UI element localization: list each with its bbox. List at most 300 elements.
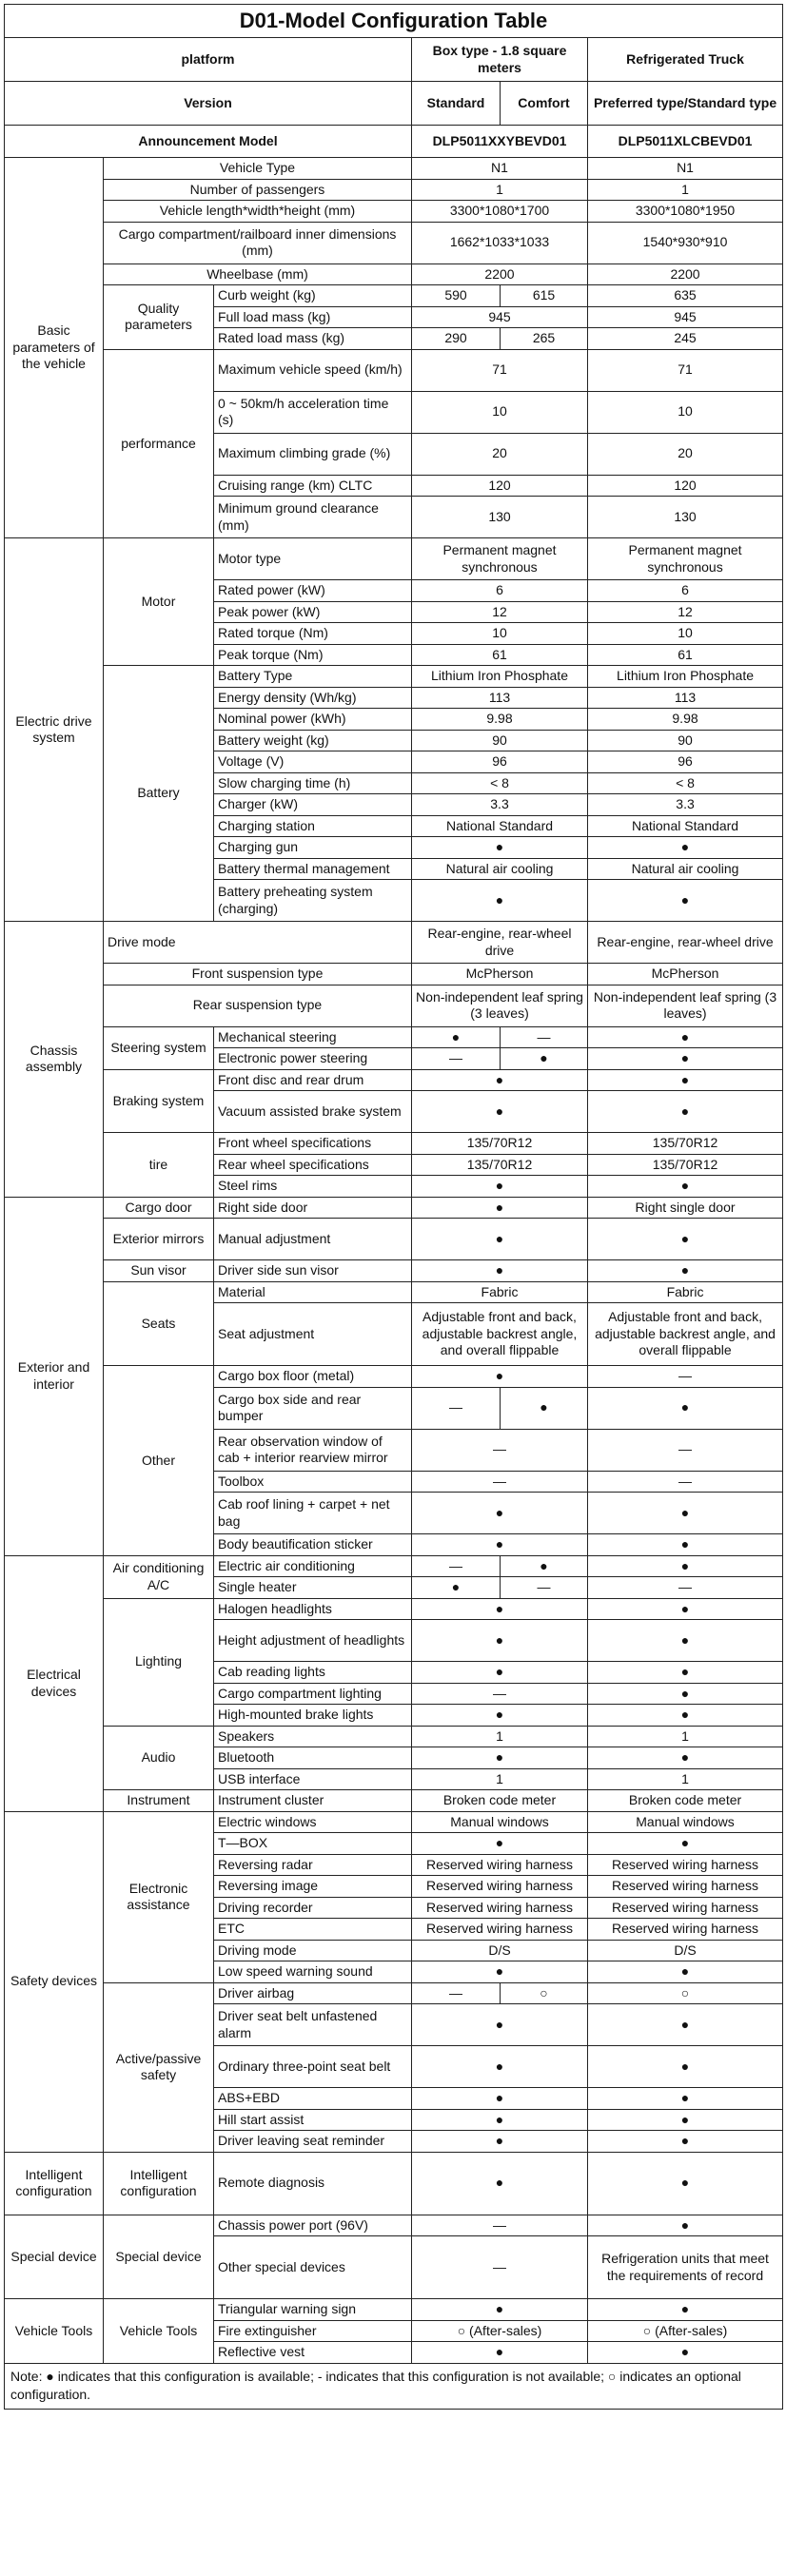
item-label: Reversing image [214, 1876, 412, 1898]
group-label: Motor [104, 538, 214, 666]
table-title: D01-Model Configuration Table [5, 5, 783, 38]
refrigerated-value: ● [588, 2046, 783, 2088]
item-label: Rated power (kW) [214, 580, 412, 602]
box-value: ● [412, 2109, 588, 2131]
table-row [5, 1069, 783, 1091]
box-value: Non-independent leaf spring (3 leaves) [412, 985, 588, 1026]
item-label: Rear observation window of cab + interior rearview mirror [214, 1429, 412, 1471]
box-value: ● [412, 1534, 588, 1556]
item-label: Cargo compartment/railboard inner dimensions (mm) [104, 222, 412, 263]
table-row [5, 1366, 783, 1388]
table-row [5, 263, 783, 285]
group-label: Seats [104, 1281, 214, 1366]
item-label: T—BOX [214, 1833, 412, 1855]
item-label: Maximum climbing grade (%) [214, 433, 412, 475]
refrigerated-value: 135/70R12 [588, 1154, 783, 1176]
item-label: Front wheel specifications [214, 1133, 412, 1155]
table-row [5, 1811, 783, 1833]
standard-label: Standard [412, 82, 501, 126]
item-label: Rear suspension type [104, 985, 412, 1026]
item-label: Charging station [214, 815, 412, 837]
box-value: Reserved wiring harness [412, 1854, 588, 1876]
refrigerated-value: 20 [588, 433, 783, 475]
table-row [5, 538, 783, 580]
table-row [5, 666, 783, 688]
item-label: Battery Type [214, 666, 412, 688]
box-value: Reserved wiring harness [412, 1876, 588, 1898]
box-value: Rear-engine, rear-wheel drive [412, 922, 588, 964]
refrigerated-value: ● [588, 1026, 783, 1048]
refrigerated-value: Broken code meter [588, 1790, 783, 1812]
item-label: Single heater [214, 1577, 412, 1599]
table-row [5, 1726, 783, 1747]
config-table-body [5, 5, 783, 158]
box-value: Lithium Iron Phosphate [412, 666, 588, 688]
standard-value: — [412, 1387, 501, 1429]
box-value: 20 [412, 433, 588, 475]
note-row [5, 2363, 783, 2409]
box-value: 1 [412, 1726, 588, 1747]
refrigerated-value: ● [588, 1833, 783, 1855]
standard-value: — [412, 1982, 501, 2004]
group-label: Steering system [104, 1026, 214, 1069]
box-value: ● [412, 880, 588, 922]
box-value: 945 [412, 306, 588, 328]
group-label: Active/passive safety [104, 1982, 214, 2152]
item-label: ABS+EBD [214, 2088, 412, 2110]
item-label: Speakers [214, 1726, 412, 1747]
box-value: McPherson [412, 964, 588, 986]
refrigerated-value: 9.98 [588, 709, 783, 731]
refrigerated-value: Natural air cooling [588, 858, 783, 880]
box-type-label: Box type - 1.8 square meters [412, 38, 588, 82]
refrigerated-value: Lithium Iron Phosphate [588, 666, 783, 688]
item-label: Manual adjustment [214, 1219, 412, 1260]
item-label: Electric air conditioning [214, 1555, 412, 1577]
item-label: Height adjustment of headlights [214, 1620, 412, 1662]
item-label: Driver leaving seat reminder [214, 2131, 412, 2153]
box-value: Broken code meter [412, 1790, 588, 1812]
refrigerated-value: ● [588, 1534, 783, 1556]
item-label: Driver side sun visor [214, 1260, 412, 1282]
refrigerated-value: Manual windows [588, 1811, 783, 1833]
table-row [5, 964, 783, 986]
table-row [5, 1281, 783, 1303]
item-label: USB interface [214, 1768, 412, 1790]
box-value: ● [412, 1705, 588, 1727]
box-value: ● [412, 2131, 588, 2153]
table-row [5, 349, 783, 391]
standard-value: 290 [412, 328, 501, 350]
table-row [5, 2299, 783, 2321]
refrigerated-value: 2200 [588, 263, 783, 285]
refrigerated-value: ● [588, 1705, 783, 1727]
group-label: Quality parameters [104, 285, 214, 350]
group-label: Sun visor [104, 1260, 214, 1282]
group-label: Exterior mirrors [104, 1219, 214, 1260]
box-value: 1662*1033*1033 [412, 222, 588, 263]
box-value: 135/70R12 [412, 1133, 588, 1155]
refrigerated-value: 1 [588, 1726, 783, 1747]
item-label: Battery preheating system (charging) [214, 880, 412, 922]
box-value: ● [412, 1069, 588, 1091]
refrigerated-value: 10 [588, 623, 783, 645]
refrigerated-value: ● [588, 837, 783, 859]
box-value: ● [412, 1662, 588, 1684]
group-label: Braking system [104, 1069, 214, 1133]
item-label: Charger (kW) [214, 794, 412, 816]
item-label: 0 ~ 50km/h acceleration time (s) [214, 391, 412, 433]
item-label: Maximum vehicle speed (km/h) [214, 349, 412, 391]
box-value: ● [412, 1598, 588, 1620]
item-label: Wheelbase (mm) [104, 263, 412, 285]
item-label: Driving recorder [214, 1897, 412, 1919]
item-label: Electronic power steering [214, 1048, 412, 1070]
section-label: Safety devices [5, 1811, 104, 2152]
refrigerated-value: 113 [588, 687, 783, 709]
refrigerated-value: 90 [588, 730, 783, 751]
platform-row [5, 38, 783, 82]
table-row [5, 222, 783, 263]
box-value: ● [412, 2299, 588, 2321]
item-label: Cruising range (km) CLTC [214, 475, 412, 497]
group-label: Lighting [104, 1598, 214, 1726]
refrigerated-value: Reserved wiring harness [588, 1854, 783, 1876]
item-label: Toolbox [214, 1471, 412, 1493]
item-label: Energy density (Wh/kg) [214, 687, 412, 709]
announcement-row [5, 126, 783, 158]
item-label: Motor type [214, 538, 412, 580]
model-refrigerated: DLP5011XLCBEVD01 [588, 126, 783, 158]
item-label: Charging gun [214, 837, 412, 859]
refrigerated-value: 3.3 [588, 794, 783, 816]
refrigerated-value: ● [588, 1219, 783, 1260]
item-label: Driver airbag [214, 1982, 412, 2004]
box-value: Reserved wiring harness [412, 1919, 588, 1941]
box-value: 9.98 [412, 709, 588, 731]
refrigerated-value: ● [588, 1176, 783, 1198]
refrigerated-value: ● [588, 2004, 783, 2046]
box-value: Manual windows [412, 1811, 588, 1833]
section-label: Chassis assembly [5, 922, 104, 1198]
refrigerated-value: ● [588, 1961, 783, 1983]
item-label: Right side door [214, 1197, 412, 1219]
box-value: ● [412, 1260, 588, 1282]
item-label: Battery thermal management [214, 858, 412, 880]
refrigerated-label: Refrigerated Truck [588, 38, 783, 82]
table-row [5, 985, 783, 1026]
box-value: Permanent magnet synchronous [412, 538, 588, 580]
table-row [5, 1197, 783, 1219]
box-value: 3300*1080*1700 [412, 201, 588, 223]
refrigerated-value: 10 [588, 391, 783, 433]
box-value: 90 [412, 730, 588, 751]
box-value: 113 [412, 687, 588, 709]
group-label: Vehicle Tools [104, 2299, 214, 2364]
group-label: Other [104, 1366, 214, 1556]
group-label: Air conditioning A/C [104, 1555, 214, 1598]
item-label: Halogen headlights [214, 1598, 412, 1620]
item-label: Driver seat belt unfastened alarm [214, 2004, 412, 2046]
title-row [5, 5, 783, 38]
box-value: ● [412, 837, 588, 859]
item-label: Rated torque (Nm) [214, 623, 412, 645]
table-row [5, 179, 783, 201]
refrigerated-value: ● [588, 2109, 783, 2131]
item-label: Reflective vest [214, 2342, 412, 2364]
box-value: ● [412, 1366, 588, 1388]
table-row [5, 2152, 783, 2215]
note-section [5, 2363, 783, 2409]
box-value: ● [412, 1197, 588, 1219]
refrigerated-value: ● [588, 1662, 783, 1684]
section-label: Exterior and interior [5, 1197, 104, 1555]
comfort-label: Comfort [501, 82, 588, 126]
box-value: ○ (After-sales) [412, 2320, 588, 2342]
item-label: Cab roof lining + carpet + net bag [214, 1493, 412, 1534]
box-value: Natural air cooling [412, 858, 588, 880]
item-label: Driving mode [214, 1940, 412, 1961]
item-label: Front suspension type [104, 964, 412, 986]
box-value: 135/70R12 [412, 1154, 588, 1176]
comfort-value: 615 [501, 285, 588, 307]
item-label: Other special devices [214, 2236, 412, 2299]
refrigerated-value: ● [588, 2088, 783, 2110]
refrigerated-value: 1 [588, 1768, 783, 1790]
group-label: Special device [104, 2215, 214, 2299]
box-value: — [412, 2236, 588, 2299]
config-table [4, 4, 783, 2410]
table-row [5, 1219, 783, 1260]
section-label: Vehicle Tools [5, 2299, 104, 2364]
item-label: Cargo box side and rear bumper [214, 1387, 412, 1429]
comfort-value: ○ [501, 1982, 588, 2004]
box-value: National Standard [412, 815, 588, 837]
refrigerated-value: — [588, 1366, 783, 1388]
refrigerated-value: ● [588, 2299, 783, 2321]
config-rows [5, 158, 783, 2364]
note-text: Note: ● indicates that this configuration is available; - indicates that this configuration is not available; ○ indicates an optional configuration. [5, 2363, 783, 2409]
refrigerated-value: ● [588, 2342, 783, 2364]
box-value: ● [412, 2152, 588, 2215]
refrigerated-value: N1 [588, 158, 783, 180]
refrigerated-value: ● [588, 1598, 783, 1620]
item-label: Hill start assist [214, 2109, 412, 2131]
box-value: 120 [412, 475, 588, 497]
item-label: Voltage (V) [214, 751, 412, 773]
refrigerated-value: 245 [588, 328, 783, 350]
refrigerated-value: ● [588, 1387, 783, 1429]
standard-value: — [412, 1048, 501, 1070]
item-label: Steel rims [214, 1176, 412, 1198]
refrigerated-value: — [588, 1577, 783, 1599]
box-value: 12 [412, 601, 588, 623]
box-value: 130 [412, 497, 588, 538]
item-label: Mechanical steering [214, 1026, 412, 1048]
item-label: Peak power (kW) [214, 601, 412, 623]
item-label: Ordinary three-point seat belt [214, 2046, 412, 2088]
comfort-value: ● [501, 1555, 588, 1577]
table-row [5, 1555, 783, 1577]
preferred-label: Preferred type/Standard type [588, 82, 783, 126]
table-row [5, 1026, 783, 1048]
box-value: 96 [412, 751, 588, 773]
item-label: Cargo box floor (metal) [214, 1366, 412, 1388]
item-label: Rated load mass (kg) [214, 328, 412, 350]
box-value: — [412, 1683, 588, 1705]
refrigerated-value: ● [588, 2215, 783, 2236]
box-value: ● [412, 2342, 588, 2364]
refrigerated-value: 945 [588, 306, 783, 328]
section-label: Electrical devices [5, 1555, 104, 1811]
platform-label: platform [5, 38, 412, 82]
announcement-label: Announcement Model [5, 126, 412, 158]
box-value: ● [412, 1091, 588, 1133]
box-value: 10 [412, 391, 588, 433]
item-label: Front disc and rear drum [214, 1069, 412, 1091]
refrigerated-value: 61 [588, 644, 783, 666]
item-label: ETC [214, 1919, 412, 1941]
item-label: Bluetooth [214, 1747, 412, 1769]
comfort-value: 265 [501, 328, 588, 350]
refrigerated-value: Adjustable front and back, adjustable backrest angle, and overall flippable [588, 1303, 783, 1366]
refrigerated-value: ● [588, 2131, 783, 2153]
item-label: Drive mode [104, 922, 412, 964]
item-label: Minimum ground clearance (mm) [214, 497, 412, 538]
refrigerated-value: 96 [588, 751, 783, 773]
refrigerated-value: Refrigeration units that meet the requirements of record [588, 2236, 783, 2299]
item-label: Peak torque (Nm) [214, 644, 412, 666]
refrigerated-value: ● [588, 1260, 783, 1282]
item-label: Slow charging time (h) [214, 772, 412, 794]
box-value: Fabric [412, 1281, 588, 1303]
item-label: Low speed warning sound [214, 1961, 412, 1983]
box-value: ● [412, 1961, 588, 1983]
item-label: Triangular warning sign [214, 2299, 412, 2321]
group-label: tire [104, 1133, 214, 1198]
box-value: ● [412, 2088, 588, 2110]
refrigerated-value: 120 [588, 475, 783, 497]
refrigerated-value: 135/70R12 [588, 1133, 783, 1155]
standard-value: ● [412, 1577, 501, 1599]
box-value: ● [412, 1219, 588, 1260]
refrigerated-value: 71 [588, 349, 783, 391]
box-value: 10 [412, 623, 588, 645]
comfort-value: ● [501, 1048, 588, 1070]
table-row [5, 1790, 783, 1812]
refrigerated-value: D/S [588, 1940, 783, 1961]
box-value: 6 [412, 580, 588, 602]
refrigerated-value: ○ [588, 1982, 783, 2004]
box-value: — [412, 1429, 588, 1471]
refrigerated-value: 130 [588, 497, 783, 538]
refrigerated-value: 6 [588, 580, 783, 602]
refrigerated-value: 3300*1080*1950 [588, 201, 783, 223]
box-value: — [412, 1471, 588, 1493]
refrigerated-value: ● [588, 1048, 783, 1070]
item-label: Vehicle Type [104, 158, 412, 180]
box-value: ● [412, 1620, 588, 1662]
group-label: Intelligent configuration [104, 2152, 214, 2215]
box-value: 1 [412, 1768, 588, 1790]
group-label: Audio [104, 1726, 214, 1790]
item-label: High-mounted brake lights [214, 1705, 412, 1727]
refrigerated-value: ● [588, 1683, 783, 1705]
item-label: Full load mass (kg) [214, 306, 412, 328]
section-label: Basic parameters of the vehicle [5, 158, 104, 538]
comfort-value: ● [501, 1387, 588, 1429]
box-value: 2200 [412, 263, 588, 285]
refrigerated-value: 1 [588, 179, 783, 201]
table-row [5, 1133, 783, 1155]
refrigerated-value: Reserved wiring harness [588, 1897, 783, 1919]
version-label: Version [5, 82, 412, 126]
group-label: Electronic assistance [104, 1811, 214, 1982]
standard-value: ● [412, 1026, 501, 1048]
item-label: Nominal power (kWh) [214, 709, 412, 731]
config-table-page [4, 4, 782, 2410]
box-value: N1 [412, 158, 588, 180]
table-row [5, 1598, 783, 1620]
item-label: Reversing radar [214, 1854, 412, 1876]
refrigerated-value: Rear-engine, rear-wheel drive [588, 922, 783, 964]
comfort-value: — [501, 1026, 588, 1048]
box-value: Reserved wiring harness [412, 1897, 588, 1919]
refrigerated-value: Fabric [588, 1281, 783, 1303]
refrigerated-value: ○ (After-sales) [588, 2320, 783, 2342]
section-label: Electric drive system [5, 538, 104, 922]
refrigerated-value: McPherson [588, 964, 783, 986]
refrigerated-value: Permanent magnet synchronous [588, 538, 783, 580]
refrigerated-value: 1540*930*910 [588, 222, 783, 263]
refrigerated-value: < 8 [588, 772, 783, 794]
box-value: 61 [412, 644, 588, 666]
box-value: ● [412, 1833, 588, 1855]
refrigerated-value: — [588, 1429, 783, 1471]
box-value: < 8 [412, 772, 588, 794]
item-label: Chassis power port (96V) [214, 2215, 412, 2236]
box-value: Adjustable front and back, adjustable backrest angle, and overall flippable [412, 1303, 588, 1366]
item-label: Cargo compartment lighting [214, 1683, 412, 1705]
item-label: Instrument cluster [214, 1790, 412, 1812]
box-value: 71 [412, 349, 588, 391]
item-label: Seat adjustment [214, 1303, 412, 1366]
standard-value: — [412, 1555, 501, 1577]
refrigerated-value: 12 [588, 601, 783, 623]
refrigerated-value: Non-independent leaf spring (3 leaves) [588, 985, 783, 1026]
refrigerated-value: ● [588, 1620, 783, 1662]
refrigerated-value: 635 [588, 285, 783, 307]
item-label: Curb weight (kg) [214, 285, 412, 307]
table-row [5, 201, 783, 223]
refrigerated-value: ● [588, 1091, 783, 1133]
box-value: — [412, 2215, 588, 2236]
refrigerated-value: Reserved wiring harness [588, 1876, 783, 1898]
table-row [5, 2215, 783, 2236]
version-row [5, 82, 783, 126]
item-label: Battery weight (kg) [214, 730, 412, 751]
refrigerated-value: Reserved wiring harness [588, 1919, 783, 1941]
refrigerated-value: ● [588, 2152, 783, 2215]
box-value: 1 [412, 179, 588, 201]
refrigerated-value: ● [588, 1747, 783, 1769]
refrigerated-value: ● [588, 1555, 783, 1577]
group-label: Instrument [104, 1790, 214, 1812]
section-label: Intelligent configuration [5, 2152, 104, 2215]
comfort-value: — [501, 1577, 588, 1599]
refrigerated-value: Right single door [588, 1197, 783, 1219]
refrigerated-value: ● [588, 880, 783, 922]
